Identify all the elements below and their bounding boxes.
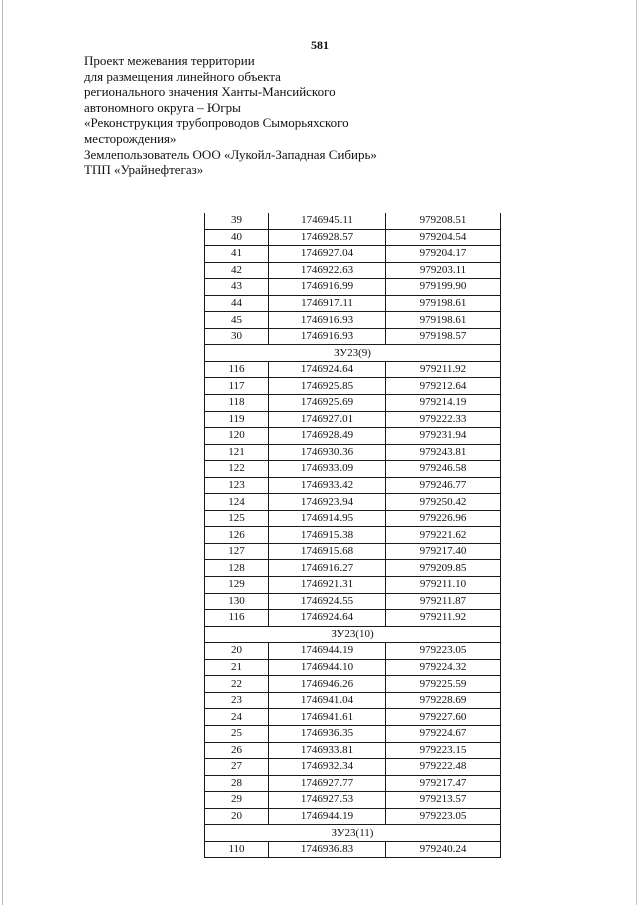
x-coordinate-cell: 1746944.10 [269,659,386,676]
point-number-cell: 24 [205,709,269,726]
y-coordinate-cell: 979250.42 [386,494,501,511]
point-number-cell: 41 [205,246,269,263]
y-coordinate-cell: 979213.57 [386,792,501,809]
point-number-cell: 118 [205,395,269,412]
x-coordinate-cell: 1746924.64 [269,361,386,378]
x-coordinate-cell: 1746936.83 [269,841,386,858]
x-coordinate-cell: 1746928.49 [269,428,386,445]
header-line: Проект межевания территории [84,53,255,68]
table-row [205,659,501,676]
y-coordinate-cell: 979211.92 [386,361,501,378]
page-number: 581 [311,38,329,52]
table-row [205,775,501,792]
table-row [205,643,501,660]
point-number-cell: 27 [205,759,269,776]
table-row [205,461,501,478]
point-number-cell: 20 [205,643,269,660]
x-coordinate-cell: 1746941.61 [269,709,386,726]
x-coordinate-cell: 1746945.11 [269,213,386,229]
y-coordinate-cell: 979226.96 [386,510,501,527]
point-number-cell: 117 [205,378,269,395]
table-row [205,792,501,809]
header-line: автономного округа – Югры [84,99,241,115]
y-coordinate-cell: 979198.61 [386,295,501,312]
table-row [205,709,501,726]
y-coordinate-cell: 979221.62 [386,527,501,544]
point-number-cell: 40 [205,229,269,246]
table-row [205,213,501,229]
header-line: ТПП «Урайнефтегаз» [84,162,204,178]
point-number-cell: 128 [205,560,269,577]
point-number-cell: 22 [205,676,269,693]
table-row [205,560,501,577]
point-number-cell: 45 [205,312,269,329]
table-row [205,759,501,776]
point-number-cell: 125 [205,510,269,527]
y-coordinate-cell: 979222.48 [386,759,501,776]
x-coordinate-cell: 1746930.36 [269,444,386,461]
x-coordinate-cell: 1746927.01 [269,411,386,428]
x-coordinate-cell: 1746923.94 [269,494,386,511]
x-coordinate-cell: 1746922.63 [269,262,386,279]
point-number-cell: 121 [205,444,269,461]
x-coordinate-cell: 1746917.11 [269,295,386,312]
y-coordinate-cell: 979199.90 [386,279,501,296]
y-coordinate-cell: 979211.87 [386,593,501,610]
table-section-row [205,345,501,362]
x-coordinate-cell: 1746944.19 [269,808,386,825]
x-coordinate-cell: 1746932.34 [269,759,386,776]
point-number-cell: 119 [205,411,269,428]
y-coordinate-cell: 979223.05 [386,643,501,660]
section-label: ЗУ23(10) [205,626,501,643]
table-row [205,262,501,279]
point-number-cell: 21 [205,659,269,676]
x-coordinate-cell: 1746925.85 [269,378,386,395]
y-coordinate-cell: 979198.57 [386,328,501,345]
point-number-cell: 130 [205,593,269,610]
y-coordinate-cell: 979217.40 [386,543,501,560]
table-row [205,229,501,246]
point-number-cell: 43 [205,279,269,296]
y-coordinate-cell: 979214.19 [386,395,501,412]
y-coordinate-cell: 979203.11 [386,262,501,279]
x-coordinate-cell: 1746927.04 [269,246,386,263]
x-coordinate-cell: 1746916.93 [269,312,386,329]
scan-edge-right [636,0,637,905]
y-coordinate-cell: 979246.58 [386,461,501,478]
y-coordinate-cell: 979211.10 [386,577,501,594]
point-number-cell: 123 [205,477,269,494]
table-row [205,378,501,395]
point-number-cell: 120 [205,428,269,445]
table-row [205,246,501,263]
y-coordinate-cell: 979198.61 [386,312,501,329]
table-row [205,295,501,312]
y-coordinate-cell: 979212.64 [386,378,501,395]
y-coordinate-cell: 979217.47 [386,775,501,792]
point-number-cell: 39 [205,213,269,229]
point-number-cell: 126 [205,527,269,544]
y-coordinate-cell: 979223.05 [386,808,501,825]
header-line: «Реконструкция трубопроводов Сыморьяхского [84,115,349,131]
x-coordinate-cell: 1746921.31 [269,577,386,594]
point-number-cell: 116 [205,610,269,627]
table-row [205,411,501,428]
scan-edge-left [2,0,3,905]
table-row [205,808,501,825]
point-number-cell: 44 [205,295,269,312]
y-coordinate-cell: 979224.67 [386,725,501,742]
y-coordinate-cell: 979227.60 [386,709,501,726]
y-coordinate-cell: 979209.85 [386,560,501,577]
coordinates-table-body [205,213,501,858]
x-coordinate-cell: 1746928.57 [269,229,386,246]
table-row [205,494,501,511]
point-number-cell: 29 [205,792,269,809]
x-coordinate-cell: 1746946.26 [269,676,386,693]
table-row [205,841,501,858]
table-row [205,312,501,329]
table-row [205,692,501,709]
table-row [205,328,501,345]
y-coordinate-cell: 979211.92 [386,610,501,627]
point-number-cell: 23 [205,692,269,709]
section-label: ЗУ23(9) [205,345,501,362]
y-coordinate-cell: 979204.54 [386,229,501,246]
x-coordinate-cell: 1746941.04 [269,692,386,709]
x-coordinate-cell: 1746933.42 [269,477,386,494]
table-row [205,593,501,610]
x-coordinate-cell: 1746933.81 [269,742,386,759]
x-coordinate-cell: 1746915.68 [269,543,386,560]
header-line: месторождения» [84,130,177,146]
x-coordinate-cell: 1746933.09 [269,461,386,478]
point-number-cell: 28 [205,775,269,792]
x-coordinate-cell: 1746936.35 [269,725,386,742]
x-coordinate-cell: 1746916.93 [269,328,386,345]
table-row [205,510,501,527]
table-row [205,279,501,296]
y-coordinate-cell: 979246.77 [386,477,501,494]
table-row [205,543,501,560]
x-coordinate-cell: 1746925.69 [269,395,386,412]
header-line: Землепользователь ООО «Лукойл-Западная Сибирь» [84,146,377,162]
y-coordinate-cell: 979240.24 [386,841,501,858]
table-row [205,477,501,494]
table-row [205,676,501,693]
x-coordinate-cell: 1746916.27 [269,560,386,577]
y-coordinate-cell: 979225.59 [386,676,501,693]
point-number-cell: 129 [205,577,269,594]
point-number-cell: 124 [205,494,269,511]
x-coordinate-cell: 1746915.38 [269,527,386,544]
table-section-row [205,626,501,643]
header-line: для размещения линейного объекта [84,68,281,84]
point-number-cell: 42 [205,262,269,279]
x-coordinate-cell: 1746916.99 [269,279,386,296]
y-coordinate-cell: 979224.32 [386,659,501,676]
y-coordinate-cell: 979222.33 [386,411,501,428]
x-coordinate-cell: 1746924.64 [269,610,386,627]
table-row [205,725,501,742]
point-number-cell: 122 [205,461,269,478]
table-row [205,428,501,445]
table-section-row [205,825,501,842]
point-number-cell: 26 [205,742,269,759]
point-number-cell: 25 [205,725,269,742]
point-number-cell: 116 [205,361,269,378]
table-row [205,444,501,461]
table-row [205,361,501,378]
table-row [205,395,501,412]
point-number-cell: 110 [205,841,269,858]
x-coordinate-cell: 1746944.19 [269,643,386,660]
table-row [205,527,501,544]
coordinates-table [204,213,501,858]
x-coordinate-cell: 1746927.53 [269,792,386,809]
y-coordinate-cell: 979223.15 [386,742,501,759]
point-number-cell: 127 [205,543,269,560]
y-coordinate-cell: 979204.17 [386,246,501,263]
point-number-cell: 30 [205,328,269,345]
table-row [205,610,501,627]
header-line: регионального значения Ханты-Мансийского [84,84,336,100]
y-coordinate-cell: 979228.69 [386,692,501,709]
y-coordinate-cell: 979231.94 [386,428,501,445]
point-number-cell: 20 [205,808,269,825]
table-row [205,742,501,759]
table-row [205,577,501,594]
y-coordinate-cell: 979208.51 [386,213,501,229]
section-label: ЗУ23(11) [205,825,501,842]
x-coordinate-cell: 1746914.95 [269,510,386,527]
document-header [84,53,464,178]
x-coordinate-cell: 1746924.55 [269,593,386,610]
x-coordinate-cell: 1746927.77 [269,775,386,792]
y-coordinate-cell: 979243.81 [386,444,501,461]
